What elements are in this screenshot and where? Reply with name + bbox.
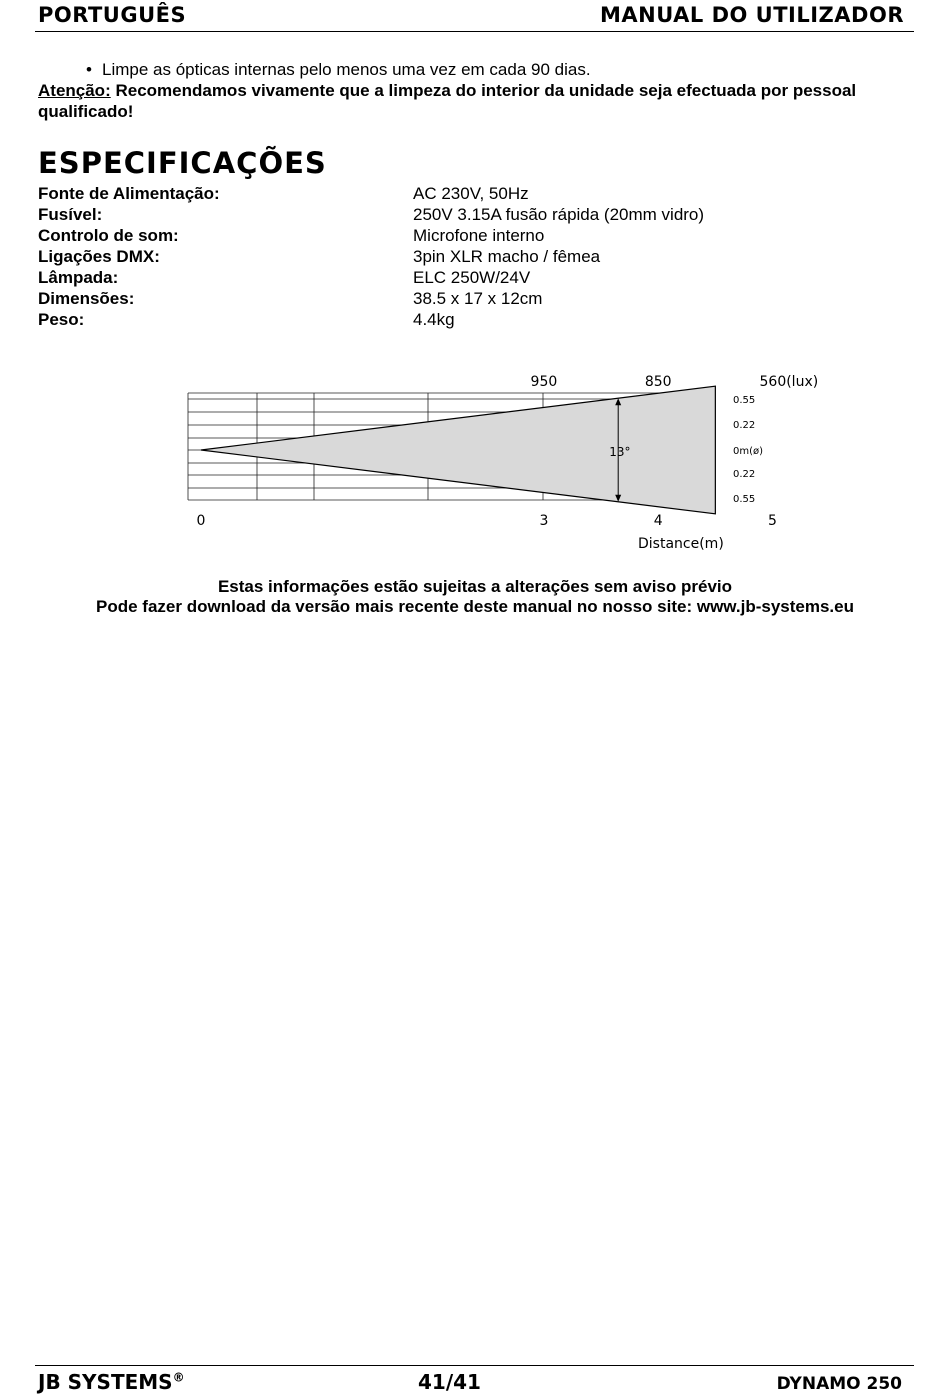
- header-language: PORTUGUÊS: [38, 3, 187, 27]
- footer-divider: [35, 1365, 914, 1366]
- spec-label: Fusível:: [38, 205, 103, 224]
- spec-value: ELC 250W/24V: [413, 268, 531, 287]
- diameter-label: 0.55: [733, 494, 756, 505]
- diameter-label: 0.55: [733, 395, 756, 406]
- footer-brand: [38, 1370, 185, 1394]
- attention-paragraph: [38, 80, 918, 122]
- beam-diagram-chart: [180, 368, 819, 558]
- x-axis-label: Distance(m): [638, 536, 724, 552]
- diameter-label: 0.22: [733, 420, 756, 431]
- download-text: Pode fazer download da versão mais recente deste manual no nosso site: www.jb-systems.eu: [96, 597, 854, 616]
- spec-label: Controlo de som:: [38, 226, 179, 245]
- spec-value: 38.5 x 17 x 12cm: [413, 289, 543, 308]
- x-tick-label: 3: [539, 513, 549, 529]
- lux-label: 560(lux): [759, 374, 819, 390]
- diameter-label: 0m(ø): [733, 446, 764, 457]
- lux-label: 950: [530, 374, 558, 390]
- x-tick-label: 0: [196, 513, 206, 529]
- spec-value: AC 230V, 50Hz: [413, 184, 529, 203]
- lux-labels: [531, 374, 819, 390]
- beam-area: [201, 386, 715, 514]
- header-divider: [35, 31, 914, 32]
- spec-value: 250V 3.15A fusão rápida (20mm vidro): [413, 205, 705, 224]
- spec-value: 4.4kg: [413, 310, 455, 329]
- footer-brand-name: JB SYSTEMS: [38, 1370, 173, 1394]
- header-manual-title: MANUAL DO UTILIZADOR: [600, 3, 904, 27]
- spec-label: Peso:: [38, 310, 85, 329]
- beam-angle-label: 13°: [609, 445, 631, 459]
- spec-label: Ligações DMX:: [38, 247, 160, 266]
- specs-title: ESPECIFICAÇÕES: [38, 146, 327, 180]
- footer-model: DYNAMO 250: [776, 1374, 902, 1394]
- attention-text: Recomendamos vivamente que a limpeza do interior da unidade seja efectuada por pessoal qualificado!: [38, 81, 857, 121]
- lux-label: 850: [644, 374, 672, 390]
- diameter-labels: [733, 395, 763, 505]
- disclaimer-text: Estas informações estão sujeitas a alterações sem aviso prévio: [217, 577, 733, 596]
- x-tick-label: 4: [653, 513, 663, 529]
- x-tick-labels: [197, 513, 777, 529]
- spec-label: Lâmpada:: [38, 268, 119, 287]
- maintenance-bullet-text: Limpe as ópticas internas pelo menos uma vez em cada 90 dias.: [102, 60, 591, 79]
- page-number: 41/41: [418, 1370, 481, 1394]
- bullet-icon: •: [86, 60, 92, 79]
- registered-mark: ®: [172, 1370, 185, 1385]
- attention-label: Atenção:: [38, 81, 111, 100]
- maintenance-bullet: [86, 60, 591, 80]
- spec-label: Fonte de Alimentação:: [38, 184, 220, 203]
- diameter-label: 0.22: [733, 469, 756, 480]
- spec-label: Dimensões:: [38, 289, 135, 308]
- spec-value: Microfone interno: [413, 226, 545, 245]
- spec-value: 3pin XLR macho / fêmea: [413, 247, 601, 266]
- x-tick-label: 5: [768, 513, 777, 529]
